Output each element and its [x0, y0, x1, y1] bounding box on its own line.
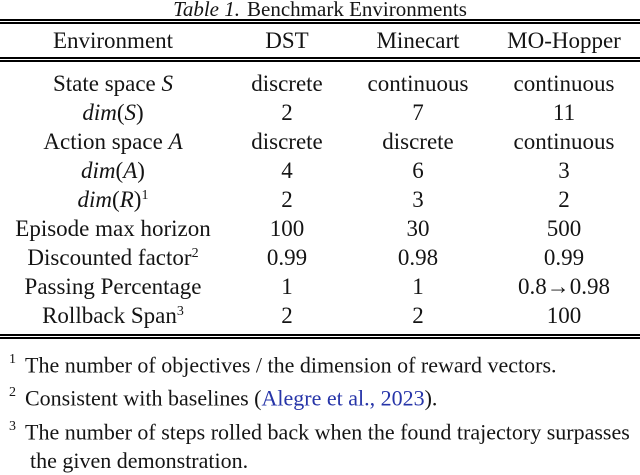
col-header-minecart: Minecart: [376, 27, 460, 53]
text-segment: The number of objectives / the dimension of reward vectors.: [25, 352, 557, 378]
table-row: [0, 62, 640, 98]
text-segment: 2: [191, 245, 199, 261]
table-row: [0, 98, 640, 127]
row-label: [0, 98, 226, 127]
table-row: [0, 214, 640, 243]
text-segment: Rollback Span: [42, 302, 177, 328]
text-segment: A: [123, 157, 138, 183]
text-segment: Discounted factor: [27, 244, 192, 270]
text-segment: The number of steps rolled back when the found trajectory surpasses the given demonstration.: [25, 418, 630, 473]
text-segment: dim: [81, 157, 116, 183]
footnote-marker: 1: [9, 352, 16, 367]
cell-value: 30: [406, 215, 430, 241]
text-segment: A: [168, 128, 183, 154]
cell-value: 7: [412, 99, 424, 125]
text-segment: dim: [82, 99, 117, 125]
footnote-marker: 3: [9, 418, 16, 434]
cell-value: discrete: [382, 128, 454, 154]
cell-value: 1: [412, 273, 424, 299]
text-segment: ): [136, 99, 144, 125]
text-segment: 3: [176, 303, 184, 319]
table-caption-title: Benchmark Environments: [247, 0, 467, 21]
cell-value: 11: [552, 99, 576, 125]
col-header-mo-hopper: MO-Hopper: [507, 27, 621, 53]
cell-value: 4: [281, 157, 293, 183]
cell-value: 2: [412, 302, 424, 328]
table-row: [0, 156, 640, 185]
cell-value: 0.8→0.98: [518, 273, 610, 299]
cell-value: 0.99: [266, 244, 308, 270]
table-row: [0, 301, 640, 334]
text-segment: Episode max horizon: [15, 215, 211, 241]
row-label: [0, 243, 226, 272]
cell-value: 3: [412, 186, 424, 212]
cell-value: continuous: [367, 70, 469, 96]
text-segment: S: [161, 70, 174, 96]
footnotes: [0, 346, 640, 475]
cell-value: continuous: [513, 128, 615, 154]
table-row: [0, 185, 640, 214]
cell-value: 3: [558, 157, 570, 183]
row-label: [0, 301, 226, 334]
row-label: [0, 214, 226, 243]
cell-value: continuous: [513, 70, 615, 96]
cell-value: 2: [558, 186, 570, 212]
cell-value: 0.99: [543, 244, 585, 270]
text-segment: ): [133, 186, 142, 212]
footnote: [0, 379, 640, 412]
text-segment: Action space: [43, 128, 169, 154]
header-row: [0, 24, 640, 57]
text-segment: (: [115, 157, 124, 183]
col-header-environment: Environment: [52, 27, 174, 53]
text-segment: State space: [52, 70, 162, 96]
text-segment: (: [112, 186, 120, 212]
footnote: [0, 413, 640, 475]
cell-value: 2: [281, 302, 293, 328]
cell-value: discrete: [251, 128, 323, 154]
text-segment: ).: [424, 385, 438, 411]
text-segment: Consistent with baselines (: [25, 385, 262, 411]
cell-value: 100: [546, 302, 582, 328]
table-row: [0, 243, 640, 272]
row-label: [0, 127, 226, 156]
row-label: [0, 62, 226, 98]
text-segment: ): [137, 157, 145, 183]
table-caption: [0, 0, 640, 19]
row-label: [0, 272, 226, 301]
footnote: [0, 346, 640, 379]
text-segment: Passing Percentage: [24, 273, 202, 299]
table-bottom-rule: [0, 334, 640, 339]
cell-value: 2: [281, 186, 293, 212]
cell-value: 100: [269, 215, 305, 241]
text-segment: S: [124, 99, 136, 125]
citation-link[interactable]: Alegre et al., 2023: [261, 385, 425, 411]
footnote-marker: 2: [9, 385, 16, 401]
cell-value: 500: [546, 215, 582, 241]
benchmark-table-body: [0, 62, 640, 334]
text-segment: 1: [141, 187, 149, 203]
cell-value: 2: [281, 99, 293, 125]
benchmark-table-header: [0, 24, 640, 57]
table-body: [0, 62, 640, 334]
cell-value: 6: [412, 157, 424, 183]
cell-value: 1: [281, 273, 293, 299]
col-header-dst: DST: [265, 27, 309, 53]
text-segment: R: [119, 186, 134, 212]
text-segment: dim: [77, 186, 113, 212]
cell-value: discrete: [251, 70, 323, 96]
row-label: [0, 185, 226, 214]
table-caption-number: Table 1.: [173, 0, 241, 21]
text-segment: (: [116, 99, 125, 125]
table-row: [0, 127, 640, 156]
row-label: [0, 156, 226, 185]
cell-value: 0.98: [397, 244, 439, 270]
table-row: [0, 272, 640, 301]
